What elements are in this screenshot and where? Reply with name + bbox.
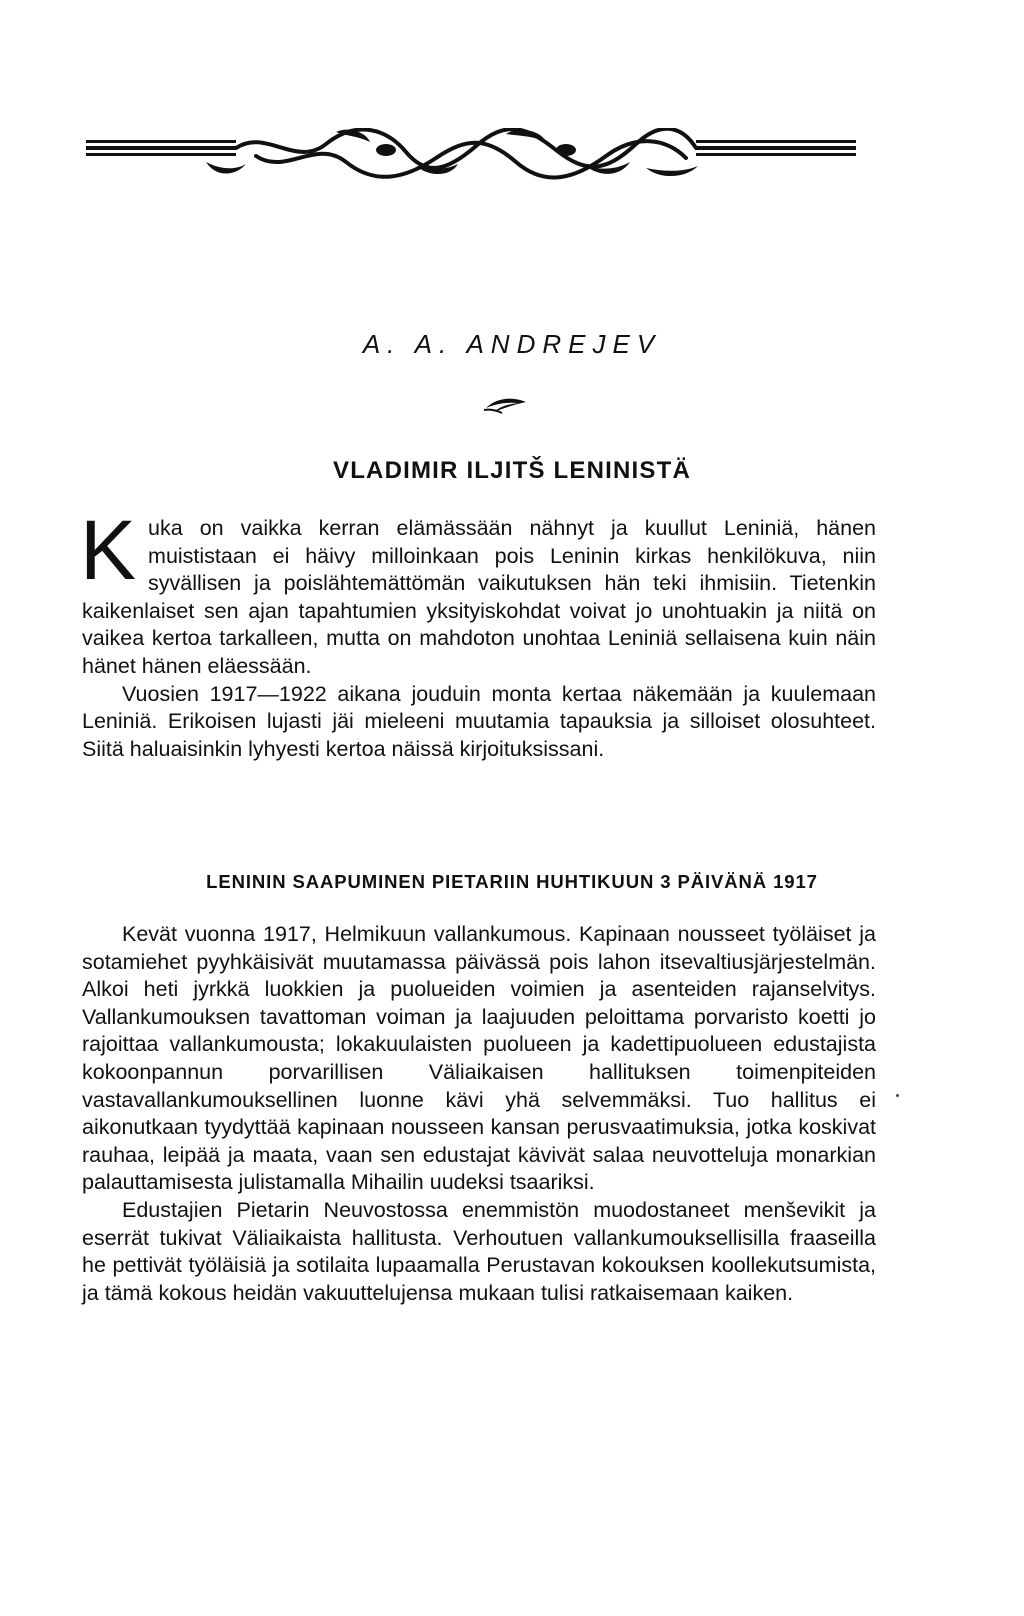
intro-text bbox=[80, 503, 876, 763]
section-paragraph-1: Kevät vuonna 1917, Helmikuun vallankumous. Kapinaan nousseet työläiset ja sotamiehet pyyhkäisivät muutamassa päivässä pois lahon itsevaltiusjärjestelmän. Alkoi heti jyrkkä luokkien ja puolueiden voimien ja asenteiden rajanselvitys. Vallankumouksen tavattoman voiman ja laajuuden peloittama porvaristo koetti jo rajoittaa vallankumousta; lokakuulaisten puolueen ja kadettipuolueen edustajista kokoonpannun porvarillisen Väliaikaisen hallituksen toimenpiteiden vastavallankumouksellinen luonne kävi yhä selvemmäksi. Tuo hallitus ei aikonutkaan tyydyttää kapinaan nousseen kansan perusvaatimuksia, jotka koskivat rauhaa, leipää ja maata, vaan sen edustajat kävivät salaa neuvotteluja monarkian palauttamisesta julistamalla Mihailin uudeksi tsaariksi. bbox=[82, 922, 876, 1195]
drop-cap: K bbox=[80, 503, 137, 597]
margin-dot bbox=[896, 1094, 899, 1097]
author-name: A. A. ANDREJEV bbox=[362, 329, 662, 359]
header-ornament-icon bbox=[86, 128, 856, 180]
intro-paragraph-2: Vuosien 1917—1922 aikana jouduin monta kertaa näkemään ja kuulemaan Leniniä. Erikoisen lujasti jäi mieleeni muutamia tapauksia ja silloiset olosuhteet. Siitä haluaisinkin lyhyesti kertoa näissä kirjoituksissani. bbox=[82, 681, 876, 761]
section-text bbox=[82, 921, 876, 1307]
section-heading: LENININ SAAPUMINEN PIETARIIN HUHTIKUUN 3 PÄIVÄNÄ 1917 bbox=[206, 871, 818, 892]
intro-paragraph-1-text: uka on vaikka kerran elämässään nähnyt ja kuullut Leniniä, hänen muististaan ei häivy milloinkaan pois Leninin kirkas henkilökuva, niin syvällisen ja poislähtemättömän vaikutuksen hän teki ihmisiin. Tietenkin kaikenlaiset sen ajan tapahtumien yksityiskohdat voivat jo unohtuakin ja niitä on vaikea kertoa tarkalleen, mutta on mahdoton unohtaa Leniniä sellaisena kuin näin hänet hänen eläessään. bbox=[82, 516, 876, 678]
intro-paragraph-1 bbox=[80, 503, 876, 681]
leaf-fleuron-icon bbox=[482, 394, 530, 416]
section-paragraph-2: Edustajien Pietarin Neuvostossa enemmistön muodostaneet menševikit ja eserrät tukivat Väliaikaista hallitusta. Verhoutuen vallankumouksellisilla fraaseilla he pettivät työläisiä ja sotilaita lupaamalla Perustavan kokouksen koollekutsumista, ja tämä kokous heidän vakuuttelujensa mukaan tulisi ratkaisemaan kaiken. bbox=[82, 1197, 876, 1305]
article-title: VLADIMIR ILJITŠ LENINISTÄ bbox=[332, 457, 691, 484]
